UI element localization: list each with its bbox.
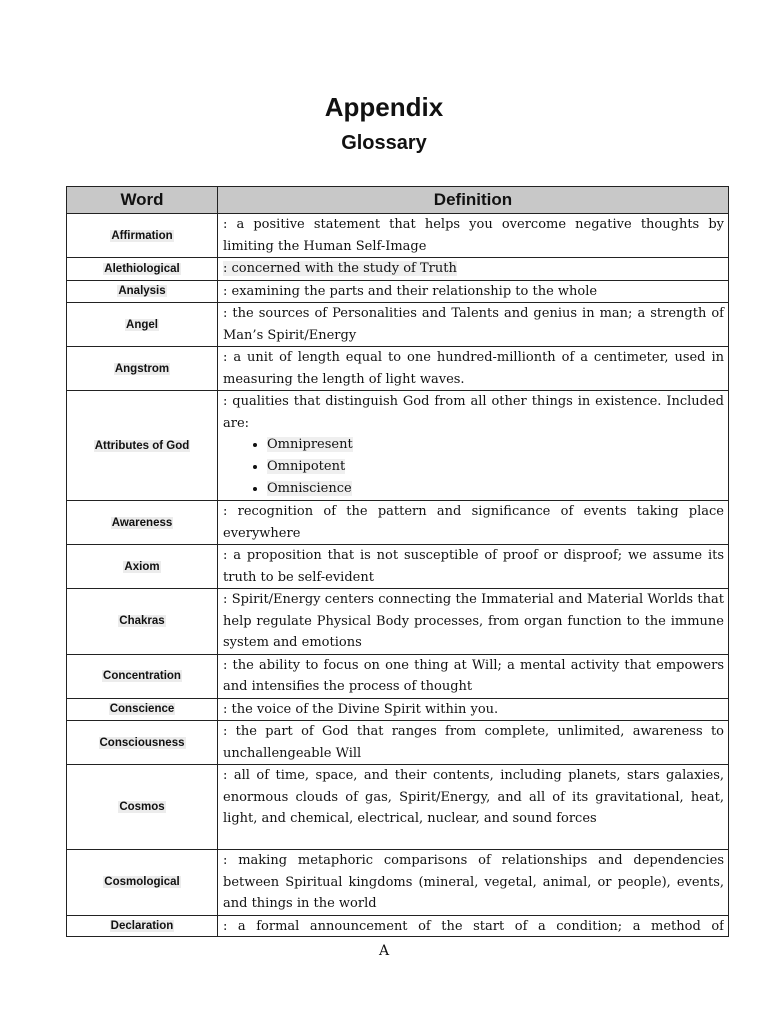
table-header-row (67, 187, 729, 214)
term-cell (67, 214, 218, 258)
term-cell (67, 654, 218, 698)
term-cell (67, 303, 218, 347)
list-item (267, 478, 724, 500)
list-item (267, 456, 724, 478)
definition-cell: : the ability to focus on one thing at Will; a mental activity that empowers and intensifies the process of thought (218, 654, 729, 698)
term-cell (67, 915, 218, 936)
definition-text: : a formal announcement of the start of a condition; a method of (223, 918, 724, 934)
table-row (67, 258, 729, 281)
term-cell (67, 850, 218, 916)
table-row (67, 501, 729, 545)
term-label: Consciousness (99, 736, 185, 749)
page-title: Appendix (324, 92, 444, 122)
term-cell (67, 589, 218, 655)
term-cell (67, 501, 218, 545)
definition-cell: : the voice of the Divine Spirit within you. (218, 698, 729, 721)
term-label: Declaration (110, 919, 174, 932)
attributes-list (223, 434, 724, 500)
term-cell (67, 698, 218, 721)
definition-cell (218, 258, 729, 281)
page-subtitle: Glossary (341, 132, 427, 154)
term-cell (67, 545, 218, 589)
definition-text: : concerned with the study of Truth (223, 261, 457, 276)
term-label: Attributes of God (94, 439, 190, 452)
term-label: Concentration (103, 670, 181, 682)
term-label: Angel (126, 318, 158, 331)
definition-cell: : all of time, space, and their contents, including planets, stars galaxies, enormous clouds of gas, Spirit/Energy, and all of its gravitational, heat, light, and chemical, electrical, nuclear, and sound forces (218, 765, 729, 850)
table-row (67, 545, 729, 589)
term-label: Analysis (118, 285, 166, 298)
term-cell (67, 721, 218, 765)
term-label: Awareness (111, 516, 173, 529)
glossary-table (66, 186, 729, 937)
table-row (67, 765, 729, 850)
term-cell (67, 258, 218, 281)
term-cell (67, 765, 218, 850)
table-row (67, 391, 729, 501)
table-row (67, 347, 729, 391)
page-number: A (378, 943, 390, 959)
term-label: Cosmological (104, 876, 180, 889)
definition-cell: : the sources of Personalities and Talents and genius in man; a strength of Man’s Spirit/Energy (218, 303, 729, 347)
term-label: Chakras (119, 615, 165, 628)
table-row (67, 214, 729, 258)
list-item-label: Omniscience (267, 481, 352, 496)
definition-cell (218, 915, 729, 936)
table-row (67, 850, 729, 916)
term-label: Conscience (109, 703, 175, 716)
definition-cell: : recognition of the pattern and significance of events taking place everywhere (218, 501, 729, 545)
list-item-label: Omnipresent (267, 437, 353, 452)
definition-cell: : Spirit/Energy centers connecting the Immaterial and Material Worlds that help regulate Physical Body processes, from organ function to the immune system and emotions (218, 589, 729, 655)
term-cell (67, 280, 218, 303)
table-row (67, 654, 729, 698)
definition-cell: : a positive statement that helps you overcome negative thoughts by limiting the Human Self-Image (218, 214, 729, 258)
definition-cell: : a proposition that is not susceptible of proof or disproof; we assume its truth to be self-evident (218, 545, 729, 589)
term-cell (67, 347, 218, 391)
term-label: Alethiological (104, 262, 180, 275)
column-header-word: Word (67, 187, 218, 214)
table-row (67, 280, 729, 303)
table-row (67, 589, 729, 655)
term-cell (67, 391, 218, 501)
table-row (67, 698, 729, 721)
definition-cell: : examining the parts and their relationship to the whole (218, 280, 729, 303)
table-row (67, 303, 729, 347)
term-label: Angstrom (114, 362, 170, 375)
term-label: Affirmation (111, 229, 173, 242)
term-label: Cosmos (119, 801, 165, 813)
definition-text: : qualities that distinguish God from all other things in existence. Included are: (223, 394, 724, 431)
term-label: Axiom (124, 560, 160, 573)
column-header-definition: Definition (218, 187, 729, 214)
list-item-label: Omnipotent (267, 459, 346, 474)
list-item (267, 434, 724, 456)
definition-cell: : a unit of length equal to one hundred-millionth of a centimeter, used in measuring the length of light waves. (218, 347, 729, 391)
definition-cell (218, 391, 729, 501)
table-row (67, 721, 729, 765)
definition-cell: : making metaphoric comparisons of relationships and dependencies between Spiritual kingdoms (mineral, vegetal, animal, or people), events, and things in the world (218, 850, 729, 916)
table-row (67, 915, 729, 936)
definition-cell: : the part of God that ranges from complete, unlimited, awareness to unchallengeable Will (218, 721, 729, 765)
